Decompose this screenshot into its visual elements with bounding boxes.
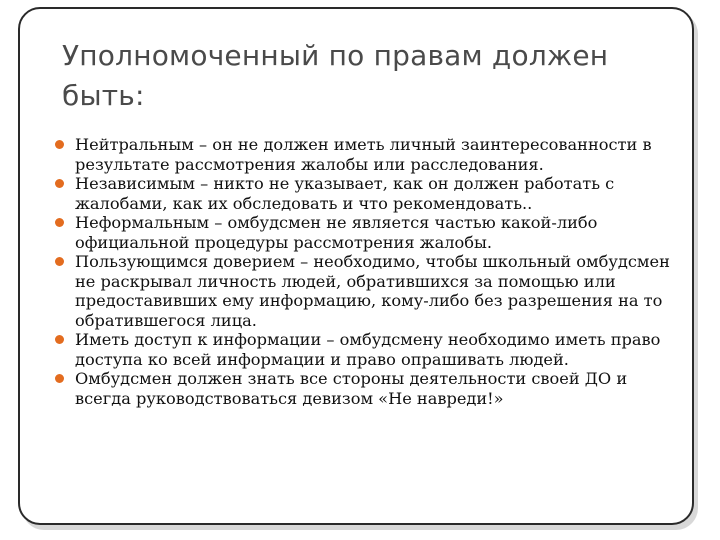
slide-title: Уполномоченный по правам должен быть: xyxy=(62,39,609,112)
bullet-item xyxy=(52,213,672,252)
bullet-item xyxy=(52,252,672,330)
bullet-dot-icon xyxy=(55,257,64,266)
bullet-list xyxy=(52,135,672,408)
bullet-text: Пользующимся доверием – необходимо, чтобы школьный омбудсмен не раскрывал личность людей, обратившихся за помощью или предоставивших ему информацию, кому-либо без разрешения на то обратившегося лица. xyxy=(75,252,670,330)
bullet-dot-icon xyxy=(55,374,64,383)
bullet-item xyxy=(52,135,672,174)
bullet-dot-icon xyxy=(55,335,64,344)
bullet-item xyxy=(52,174,672,213)
bullet-text: Неформальным – омбудсмен не является частью какой-либо официальной процедуры рассмотрения жалобы. xyxy=(75,213,598,252)
bullet-text: Омбудсмен должен знать все стороны деятельности своей ДО и всегда руководствоваться девизом «Не навреди!» xyxy=(75,369,628,408)
bullet-item xyxy=(52,369,672,408)
bullet-text: Нейтральным – он не должен иметь личный заинтересованности в результате рассмотрения жалобы или расследования. xyxy=(75,135,652,174)
bullet-text: Независимым – никто не указывает, как он должен работать с жалобами, как их обследовать и что рекомендовать.. xyxy=(75,174,615,213)
bullet-dot-icon xyxy=(55,179,64,188)
bullet-item xyxy=(52,330,672,369)
bullet-dot-icon xyxy=(55,140,64,149)
bullet-dot-icon xyxy=(55,218,64,227)
bullet-text: Иметь доступ к информации – омбудсмену необходимо иметь право доступа ко всей информации и право опрашивать людей. xyxy=(75,330,661,369)
